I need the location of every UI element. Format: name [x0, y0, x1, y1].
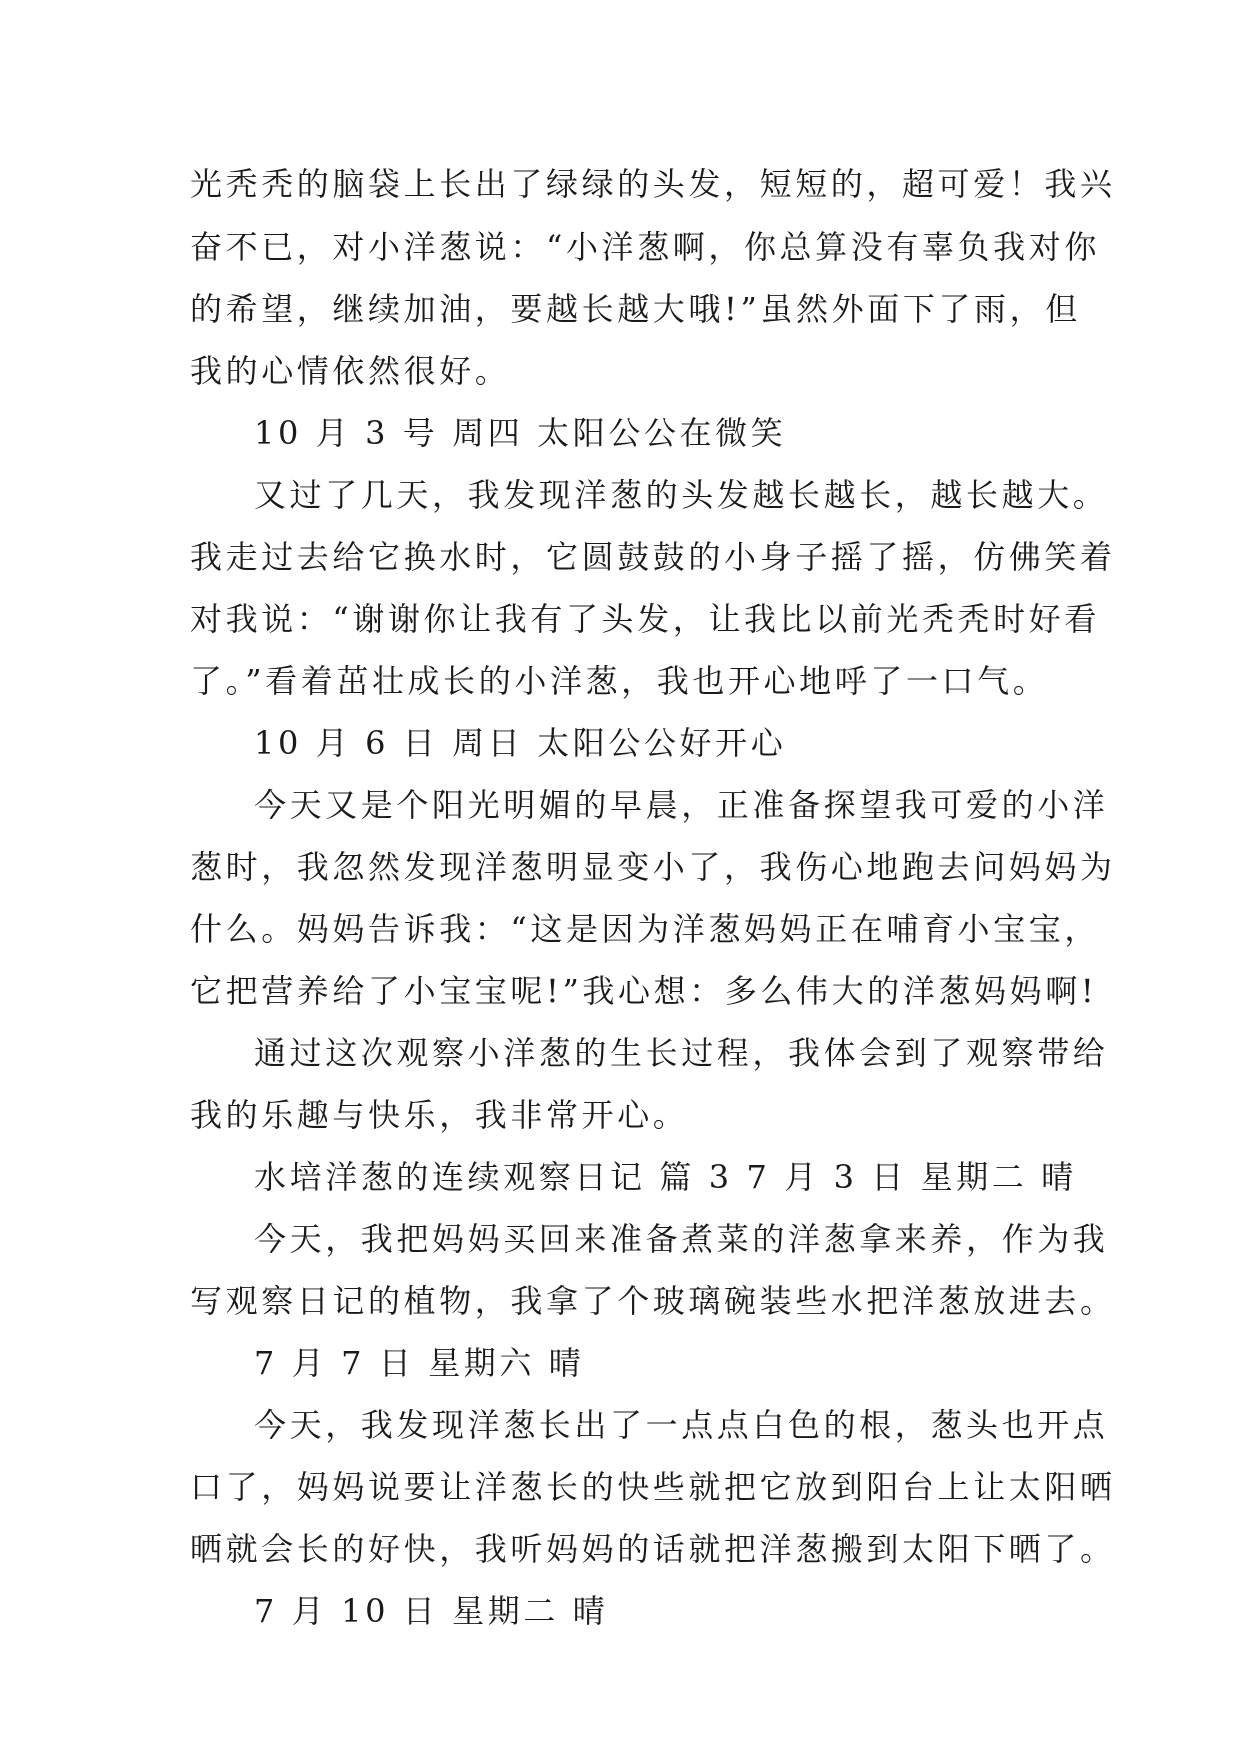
section-heading: 水培洋葱的连续观察日记 篇 3 7 月 3 日 星期二 晴 [254, 1158, 1077, 1196]
paragraph-line: 葱时，我忽然发现洋葱明显变小了，我伤心地跑去问妈妈为 [190, 848, 1116, 886]
paragraph-line: 今天，我发现洋葱长出了一点点白色的根，葱头也开点 [254, 1406, 1109, 1444]
diary-date-heading: 7 月 10 日 星期二 晴 [254, 1592, 609, 1630]
paragraph-line: 今天，我把妈妈买回来准备煮菜的洋葱拿来养，作为我 [254, 1220, 1109, 1258]
paragraph-line: 又过了几天，我发现洋葱的头发越长越长，越长越大。 [254, 476, 1109, 514]
paragraph-line: 了。”看着茁壮成长的小洋葱，我也开心地呼了一口气。 [190, 662, 1049, 700]
paragraph-line: 的希望，继续加油，要越长越大哦!”虽然外面下了雨，但 [190, 290, 1081, 328]
paragraph-line: 光秃秃的脑袋上长出了绿绿的头发，短短的，超可爱！我兴 [190, 165, 1116, 203]
paragraph-line: 它把营养给了小宝宝呢!”我心想：多么伟大的洋葱妈妈啊! [190, 972, 1098, 1010]
paragraph-line: 晒就会长的好快，我听妈妈的话就把洋葱搬到太阳下晒了。 [190, 1530, 1116, 1568]
paragraph-line: 我走过去给它换水时，它圆鼓鼓的小身子摇了摇，仿佛笑着 [190, 538, 1116, 576]
paragraph-line: 通过这次观察小洋葱的生长过程，我体会到了观察带给 [254, 1034, 1109, 1072]
diary-date-heading: 7 月 7 日 星期六 晴 [254, 1344, 585, 1382]
paragraph-line: 写观察日记的植物，我拿了个玻璃碗装些水把洋葱放进去。 [190, 1282, 1116, 1320]
paragraph-line: 我的乐趣与快乐，我非常开心。 [190, 1096, 689, 1134]
paragraph-line: 我的心情依然很好。 [190, 352, 511, 390]
paragraph-line: 口了，妈妈说要让洋葱长的快些就把它放到阳台上让太阳晒 [190, 1468, 1116, 1506]
paragraph-line: 什么。妈妈告诉我：“这是因为洋葱妈妈正在哺育小宝宝， [190, 910, 1100, 948]
paragraph-line: 奋不已，对小洋葱说：“小洋葱啊，你总算没有辜负我对你 [190, 228, 1100, 266]
paragraph-line: 今天又是个阳光明媚的早晨，正准备探望我可爱的小洋 [254, 786, 1109, 824]
diary-date-heading: 10 月 6 日 周日 太阳公公好开心 [254, 724, 787, 762]
diary-date-heading: 10 月 3 号 周四 太阳公公在微笑 [254, 414, 787, 452]
paragraph-line: 对我说：“谢谢你让我有了头发，让我比以前光秃秃时好看 [190, 600, 1100, 638]
